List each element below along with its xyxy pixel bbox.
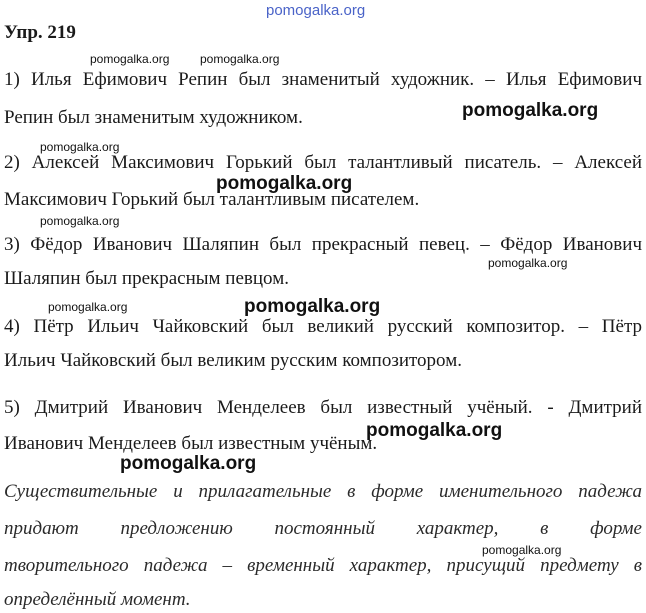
watermark: pomogalka.org xyxy=(482,543,562,557)
watermark: pomogalka.org xyxy=(40,214,120,228)
watermark: pomogalka.org xyxy=(244,296,381,317)
sentence-line: 1) Илья Ефимович Репин был знаменитый художник. – Илья Ефимович xyxy=(4,69,642,90)
watermark: pomogalka.org xyxy=(120,453,257,474)
exercise-title: Упр. 219 xyxy=(4,22,76,43)
sentence-line: 3) Фёдор Иванович Шаляпин был прекрасный певец. – Фёдор Иванович xyxy=(4,234,642,255)
watermark: pomogalka.org xyxy=(200,52,280,66)
watermark-top: pomogalka.org xyxy=(266,2,366,19)
sentence-line: Ильич Чайковский был великим русским композитором. xyxy=(4,350,462,371)
sentence-line: Шаляпин был прекрасным певцом. xyxy=(4,268,289,289)
watermark: pomogalka.org xyxy=(462,100,599,121)
sentence-line: 5) Дмитрий Иванович Менделеев был известный учёный. - Дмитрий xyxy=(4,397,642,418)
rule-note-line: придают предложению постоянный характер, в форме xyxy=(4,518,642,539)
watermark: pomogalka.org xyxy=(488,256,568,270)
watermark: pomogalka.org xyxy=(40,140,120,154)
sentence-line: Максимович Горький был талантливым писателем. xyxy=(4,189,420,210)
rule-note-line: определённый момент. xyxy=(4,589,191,610)
watermark: pomogalka.org xyxy=(90,52,170,66)
sentence-line: 2) Алексей Максимович Горький был талантливый писатель. – Алексей xyxy=(4,152,642,173)
sentence-line: 4) Пётр Ильич Чайковский был великий русский композитор. – Пётр xyxy=(4,316,642,337)
sentence-line: Репин был знаменитым художником. xyxy=(4,107,303,128)
watermark: pomogalka.org xyxy=(48,300,128,314)
sentence-line: Иванович Менделеев был известным учёным. xyxy=(4,433,378,454)
watermark: pomogalka.org xyxy=(216,173,353,194)
watermark: pomogalka.org xyxy=(366,420,503,441)
rule-note-line: творительного падежа – временный характер, присущий предмету в xyxy=(4,555,642,576)
rule-note-line: Существительные и прилагательные в форме именительного падежа xyxy=(4,481,642,502)
